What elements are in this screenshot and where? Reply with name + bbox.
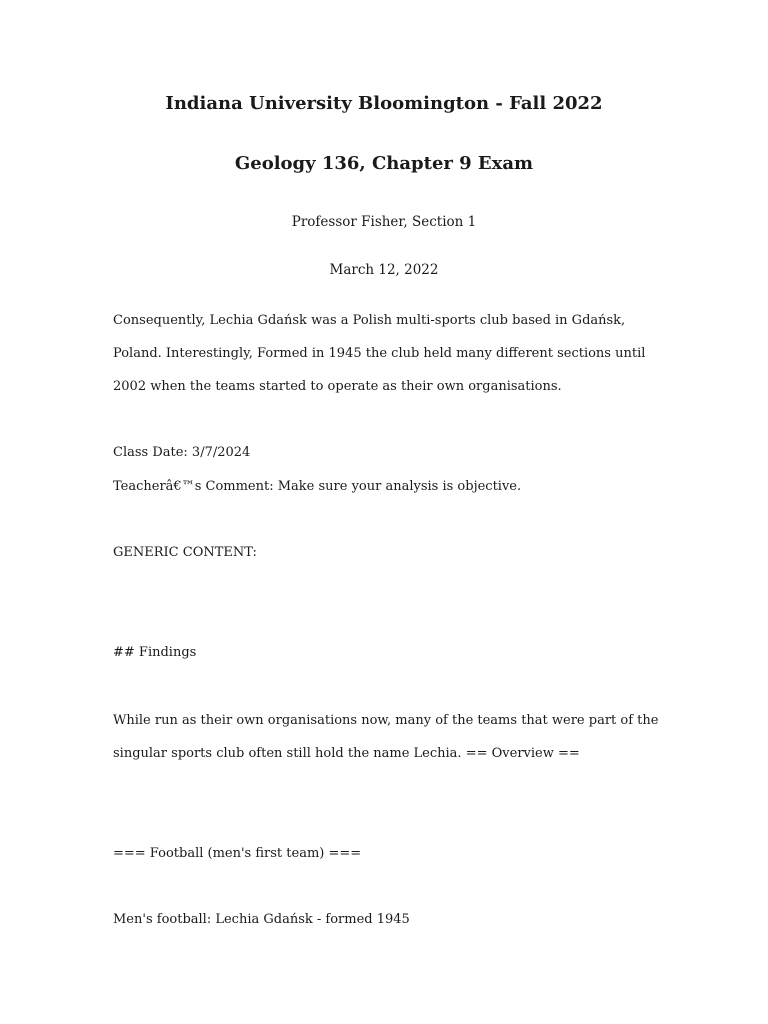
university-title: Indiana University Bloomington - Fall 2022 xyxy=(165,93,603,114)
findings-heading: ## Findings xyxy=(113,645,197,660)
generic-content-label: GENERIC CONTENT: xyxy=(113,545,257,560)
mens-football-line: Men's football: Lechia Gdańsk - formed 1945 xyxy=(113,912,410,927)
professor-line: Professor Fisher, Section 1 xyxy=(291,214,477,230)
class-date: Class Date: 3/7/2024 xyxy=(113,445,251,460)
football-heading: === Football (men's first team) === xyxy=(113,846,362,861)
findings-paragraph: While run as their own organisations now, many of the teams that were part of the singular sports club often still hold the name Lechia. == Overview == xyxy=(113,713,659,761)
intro-paragraph: Consequently, Lechia Gdańsk was a Polish multi-sports club based in Gdańsk, Poland. Interestingly, Formed in 1945 the club held many different sections until 2002 when the teams started to operate as their own organisations. xyxy=(113,313,646,394)
teacher-comment: Teacherâ€™s Comment: Make sure your analysis is objective. xyxy=(113,479,522,494)
date-line: March 12, 2022 xyxy=(329,262,439,278)
course-title: Geology 136, Chapter 9 Exam xyxy=(234,153,534,174)
